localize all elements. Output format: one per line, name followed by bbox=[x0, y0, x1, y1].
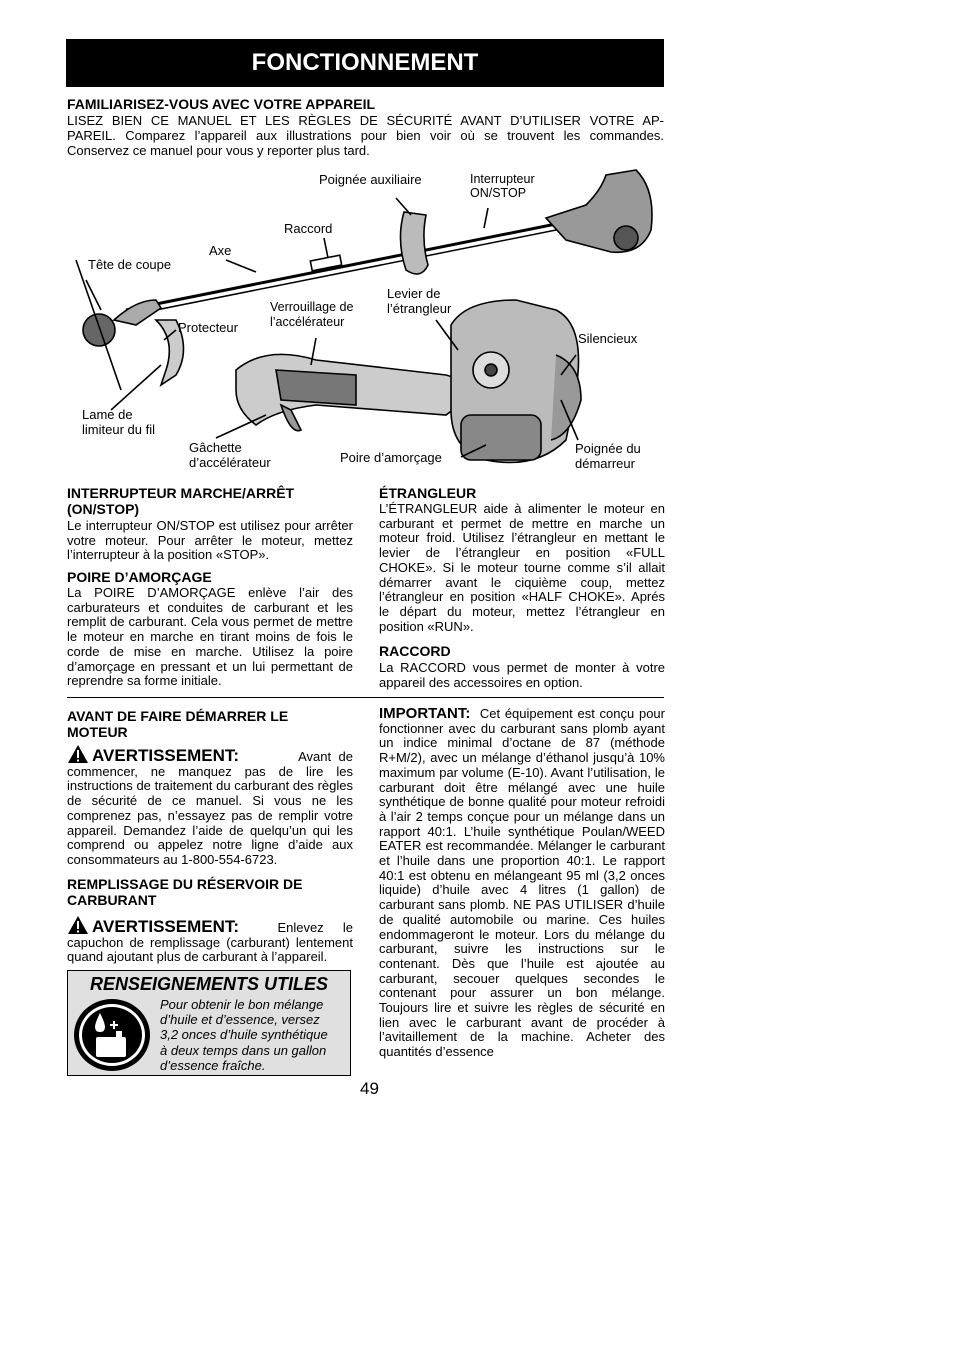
label-tete-de-coupe: Tête de coupe bbox=[88, 257, 172, 272]
warning-label: AVERTISSEMENT: bbox=[92, 746, 240, 765]
heading-poire: POIRE D’AMORÇAGE bbox=[67, 569, 212, 585]
heading-raccord: RACCORD bbox=[379, 643, 451, 659]
aux-handle-shape bbox=[400, 212, 428, 274]
heading-interrupteur-line-1: INTERRUPTEUR MARCHE/ARRÊT bbox=[67, 485, 295, 501]
label-poignee-demarreur-line-1: Poignée du bbox=[575, 441, 641, 456]
label-verrouillage-line-2: l’accélérateur bbox=[270, 315, 345, 329]
heading-remplissage-line-1: REMPLISSAGE DU RÉSERVOIR DE bbox=[67, 876, 303, 892]
important-text: Cet équipement est conçu pour fonctionner avec du carburant sans plomb ayant un indice minimal d’octane de 87 (méthode R+M/2), avec un mélange d’éthanol jusqu’à 10% maximum par volume (E-10). Avant l’utilisation, le carburant doit être mélangé avec une huile synthétique de bonne qualité pour moteur refroidi à l’air 2 temps conçue pour un mélange dans un rapport 40:1. L’huile synthétique Poulan/WEED EATER est recommandée. Mélanger le carburant et l’huile dans une proportion 40:1. Le rapport 40:1 est obtenu en mélangeant 95 ml (3,2 onces liquide) d’huile avec 4 litres (1 gallon) de carburant sans plomb. NE PAS UTILISER d’huile de qualité automobile ou marine. Ces huiles endommageront le moteur. Lors du mélange du carburant, suivre les instructions sur le contenant. Dès que l’huile est ajoutée au carburant, secouer quelques secondes le contenant pour assurer un bon mélange. Toujours lire et suivre les règles de sécurité en lien avec le carburant avant de procéder à l’avitaillement de la machine. Acheter des quantités d’essence bbox=[379, 706, 665, 1060]
warning-triangle-icon bbox=[67, 915, 89, 935]
heading-avant bbox=[67, 708, 357, 740]
warning-remplissage bbox=[67, 915, 353, 965]
label-levier bbox=[387, 286, 451, 316]
intro-line-3: Conservez ce manuel pour vous y reporter plus tard. bbox=[67, 143, 370, 158]
cutting-head-shape bbox=[83, 314, 115, 346]
label-levier-line-2: l’étrangleur bbox=[387, 301, 452, 316]
tip-title: RENSEIGNEMENTS UTILES bbox=[89, 974, 329, 994]
heading-remplissage-line-2: CARBURANT bbox=[67, 892, 157, 908]
intro-line-2: PAREIL. Comparez l’appareil aux illustrations pour bien voir où se trouvent les commandes. bbox=[67, 128, 664, 143]
label-poignee-demarreur bbox=[575, 441, 641, 471]
text-poire: La POIRE D’AMORÇAGE enlève l’air des carburateurs et conduites de carburant et les remplit de carburant. Cela vous permet de mettre le moteur en marche en tirant moins de fois le corde de mise en marche. Utilisez la poire d’amorçage en pressant et un lui permettant de reprendre sa forme initiale. bbox=[67, 585, 353, 689]
label-axe: Axe bbox=[209, 243, 232, 258]
page-title: FONCTIONNEMENT bbox=[66, 39, 664, 87]
text-interrupteur: Le interrupteur ON/STOP est utilisez pour arrêter votre moteur. Pour arrêter le moteur, mettez l’interrupteur à la position «STOP». bbox=[67, 518, 353, 563]
label-poire: Poire d’amorçage bbox=[340, 450, 442, 465]
label-poignee-auxiliaire: Poignée auxiliaire bbox=[319, 172, 422, 187]
heading-interrupteur-line-2: (ON/STOP) bbox=[67, 501, 140, 517]
text-etrangleur: L’ÉTRANGLEUR aide à alimenter le moteur en carburant et permet de mettre en marche un moteur froid. Utilisez l’étrangleur en mettant le levier de l’étrangleur en position «FULL CHOKE». Si le moteur tourne comme s’il allait démarrer avant le ciquième coup, mettez l’étrangleur en position «HALF CHOKE». Aprés le départ du moteur, mettez l’étrangleur en position «RUN». bbox=[379, 501, 665, 634]
label-gachette-line-2: d’accélérateur bbox=[189, 455, 271, 470]
intro-line-1: LISEZ BIEN CE MANUEL ET LES RÈGLES DE SÉCURITÉ AVANT D’UTILISER VOTRE AP- bbox=[67, 113, 664, 128]
label-interrupteur bbox=[470, 172, 535, 200]
label-lame-line-1: Lame de bbox=[82, 407, 133, 422]
warning-text: Enlevez le capuchon de remplissage (carburant) lentement quand ajoutant plus de carburant à l’appareil. bbox=[67, 920, 353, 965]
label-poignee-demarreur-line-2: démarreur bbox=[575, 456, 635, 471]
important-label: IMPORTANT: bbox=[379, 705, 471, 722]
label-gachette-line-1: Gâchette bbox=[189, 440, 242, 455]
label-gachette bbox=[189, 440, 271, 470]
label-lame-line-2: limiteur du fil bbox=[82, 422, 155, 437]
heading-avant-line-1: AVANT DE FAIRE DÉMARRER LE bbox=[67, 708, 289, 724]
warning-triangle-icon bbox=[67, 744, 89, 764]
text-raccord: La RACCORD vous permet de monter à votre appareil des accessoires en option. bbox=[379, 660, 665, 690]
intro-text bbox=[67, 113, 664, 158]
heading-avant-line-2: MOTEUR bbox=[67, 724, 128, 740]
warning-avant bbox=[67, 744, 353, 868]
warning-label: AVERTISSEMENT: bbox=[92, 917, 240, 936]
tip-box bbox=[67, 970, 351, 1076]
heading-etrangleur: ÉTRANGLEUR bbox=[379, 485, 477, 501]
label-levier-line-1: Levier de bbox=[387, 286, 441, 301]
shaft-line bbox=[126, 222, 566, 310]
tip-text: Pour obtenir le bon mélange d’huile et d’essence, versez 3,2 onces d’huile synthétique à deux temps dans un gallon d’essence fraîche. bbox=[160, 997, 328, 1073]
intro-heading: FAMILIARISEZ-VOUS AVEC VOTRE APPAREIL bbox=[67, 96, 376, 112]
page-number: 49 bbox=[360, 1079, 379, 1098]
heading-remplissage bbox=[67, 876, 357, 908]
label-verrouillage bbox=[270, 300, 353, 330]
label-protecteur: Protecteur bbox=[178, 320, 238, 335]
label-raccord: Raccord bbox=[284, 221, 333, 236]
label-interrupteur-line-1: Interrupteur bbox=[470, 172, 535, 186]
section-divider bbox=[67, 697, 664, 698]
label-interrupteur-line-2: ON/STOP bbox=[470, 186, 527, 200]
label-verrouillage-line-1: Verrouillage de bbox=[270, 300, 354, 314]
important-paragraph bbox=[379, 707, 665, 1060]
warning-text: Avant de commencer, ne manquez pas de lire les instructions de traitement du carburant des règles de sécurité de ce manuel. Si vous ne les comprenez pas, n’essayez pas de remplir votre appareil. Demandez l’aide de quelqu’un qui les comprend ou appelez notre ligne d’aide aux consommateurs au 1-800-554-6723. bbox=[67, 749, 353, 867]
trimmer-diagram bbox=[66, 160, 666, 485]
heading-interrupteur bbox=[67, 485, 357, 517]
fuel-can-icon bbox=[72, 997, 152, 1073]
label-lame bbox=[82, 407, 155, 437]
label-silencieux: Silencieux bbox=[578, 331, 638, 346]
